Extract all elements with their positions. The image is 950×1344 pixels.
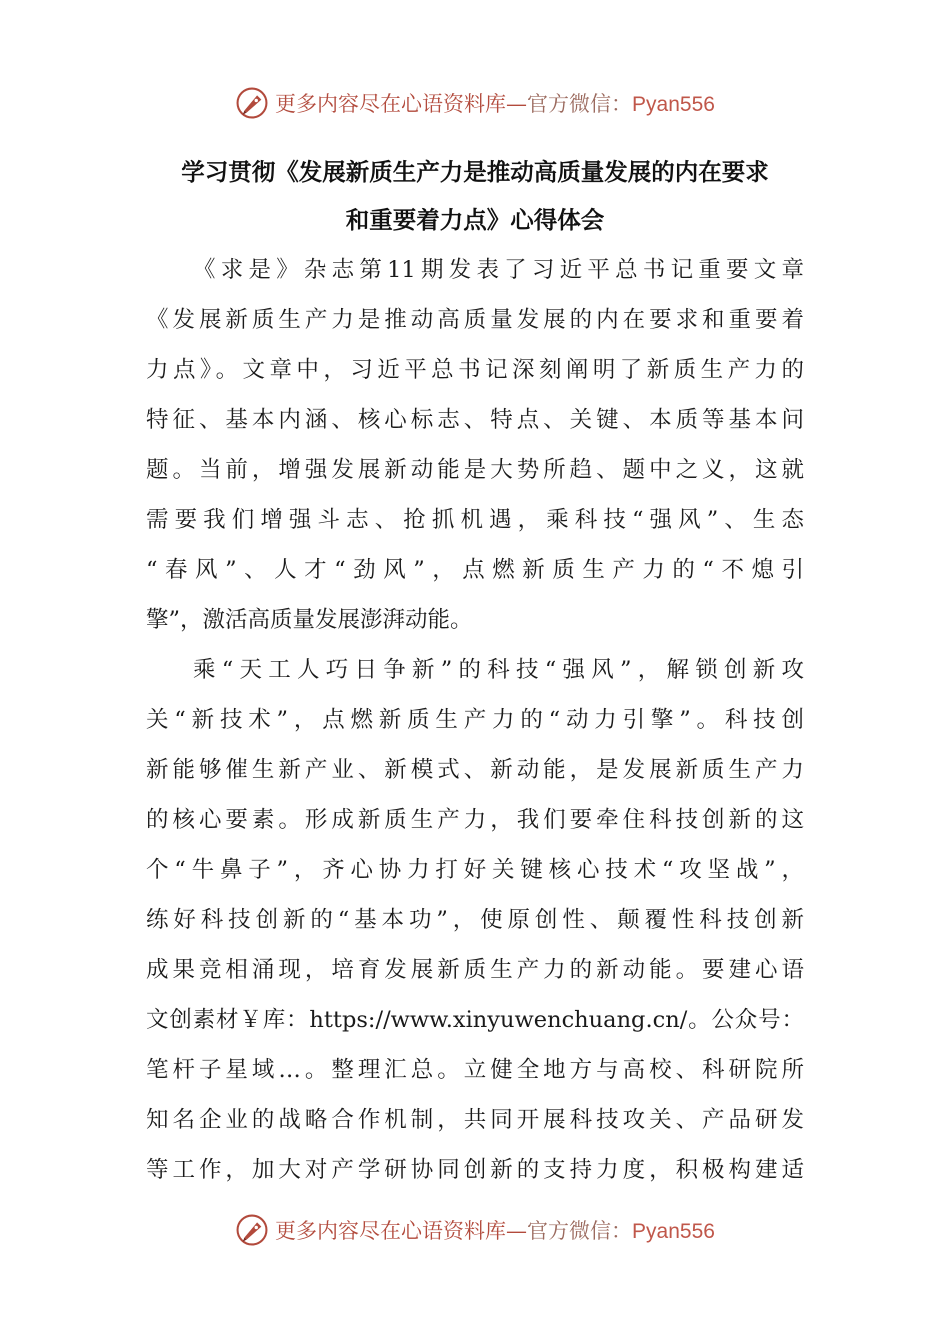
document-title-line-1: 学习贯彻《发展新质生产力是推动高质量发展的内在要求 [181, 158, 769, 186]
paragraph-line: 擎”，激活高质量发展澎湃动能。 [146, 607, 473, 633]
banner-dash: — [506, 1219, 528, 1243]
paragraph-line: 新能够催生新产业、新模式、新动能，是发展新质生产力 [146, 757, 804, 783]
paragraph-line: 《发展新质生产力是推动高质量发展的内在要求和重要着 [146, 307, 804, 333]
header-watermark-banner [0, 83, 950, 123]
banner-main-text: 更多内容尽在心语资料库 [275, 92, 507, 116]
document-title-line-2: 和重要着力点》心得体会 [345, 206, 605, 234]
paragraph-line: 乘“天工人巧日争新”的科技“强风”，解锁创新攻 [193, 657, 804, 683]
paragraph-line: 《求是》杂志第11期发表了习近平总书记重要文章 [193, 257, 804, 283]
banner-wechat-id: Pyan556 [632, 1220, 715, 1243]
paragraph-line: 笔杆子星域…。整理汇总。立健全地方与高校、科研院所 [146, 1057, 804, 1083]
paragraph-line: 特征、基本内涵、核心标志、特点、关键、本质等基本问 [146, 407, 804, 433]
paragraph-line: 等工作，加大对产学研协同创新的支持力度，积极构建适 [146, 1157, 804, 1183]
paragraph-line: 个“牛鼻子”，齐心协力打好关键核心技术“攻坚战”， [146, 857, 804, 883]
paragraph-line: 知名企业的战略合作机制，共同开展科技攻关、产品研发 [146, 1107, 804, 1133]
banner-wechat-label: 官方微信： [527, 92, 633, 116]
paragraph-line: 需要我们增强斗志、抢抓机遇，乘科技“强风”、生态 [146, 507, 804, 533]
paragraph-line: 题。当前，增强发展新动能是大势所趋、题中之义，这就 [146, 457, 804, 483]
pen-nib-logo-icon [235, 86, 269, 120]
banner-wechat-id: Pyan556 [632, 93, 715, 116]
banner-main-text: 更多内容尽在心语资料库 [275, 1219, 507, 1243]
paragraph-line: “春风”、人才“劲风”，点燃新质生产力的“不熄引 [146, 557, 804, 583]
paragraph-line: 的核心要素。形成新质生产力，我们要牵住科技创新的这 [146, 807, 804, 833]
paragraph-line: 成果竞相涌现，培育发展新质生产力的新动能。要建心语 [146, 957, 804, 983]
pen-nib-logo-icon [235, 1213, 269, 1247]
banner-wechat-label: 官方微信： [527, 1219, 633, 1243]
footer-watermark-banner [0, 1210, 950, 1250]
paragraph-line: 练好科技创新的“基本功”，使原创性、颠覆性科技创新 [146, 907, 804, 933]
banner-dash: — [506, 92, 528, 116]
paragraph-line: 关“新技术”，点燃新质生产力的“动力引擎”。科技创 [146, 707, 804, 733]
paragraph-line: 力点》。文章中，习近平总书记深刻阐明了新质生产力的 [146, 357, 804, 383]
paragraph-line: 文创素材￥库：https://www.xinyuwenchuang.cn/。公众号： [146, 1007, 804, 1033]
